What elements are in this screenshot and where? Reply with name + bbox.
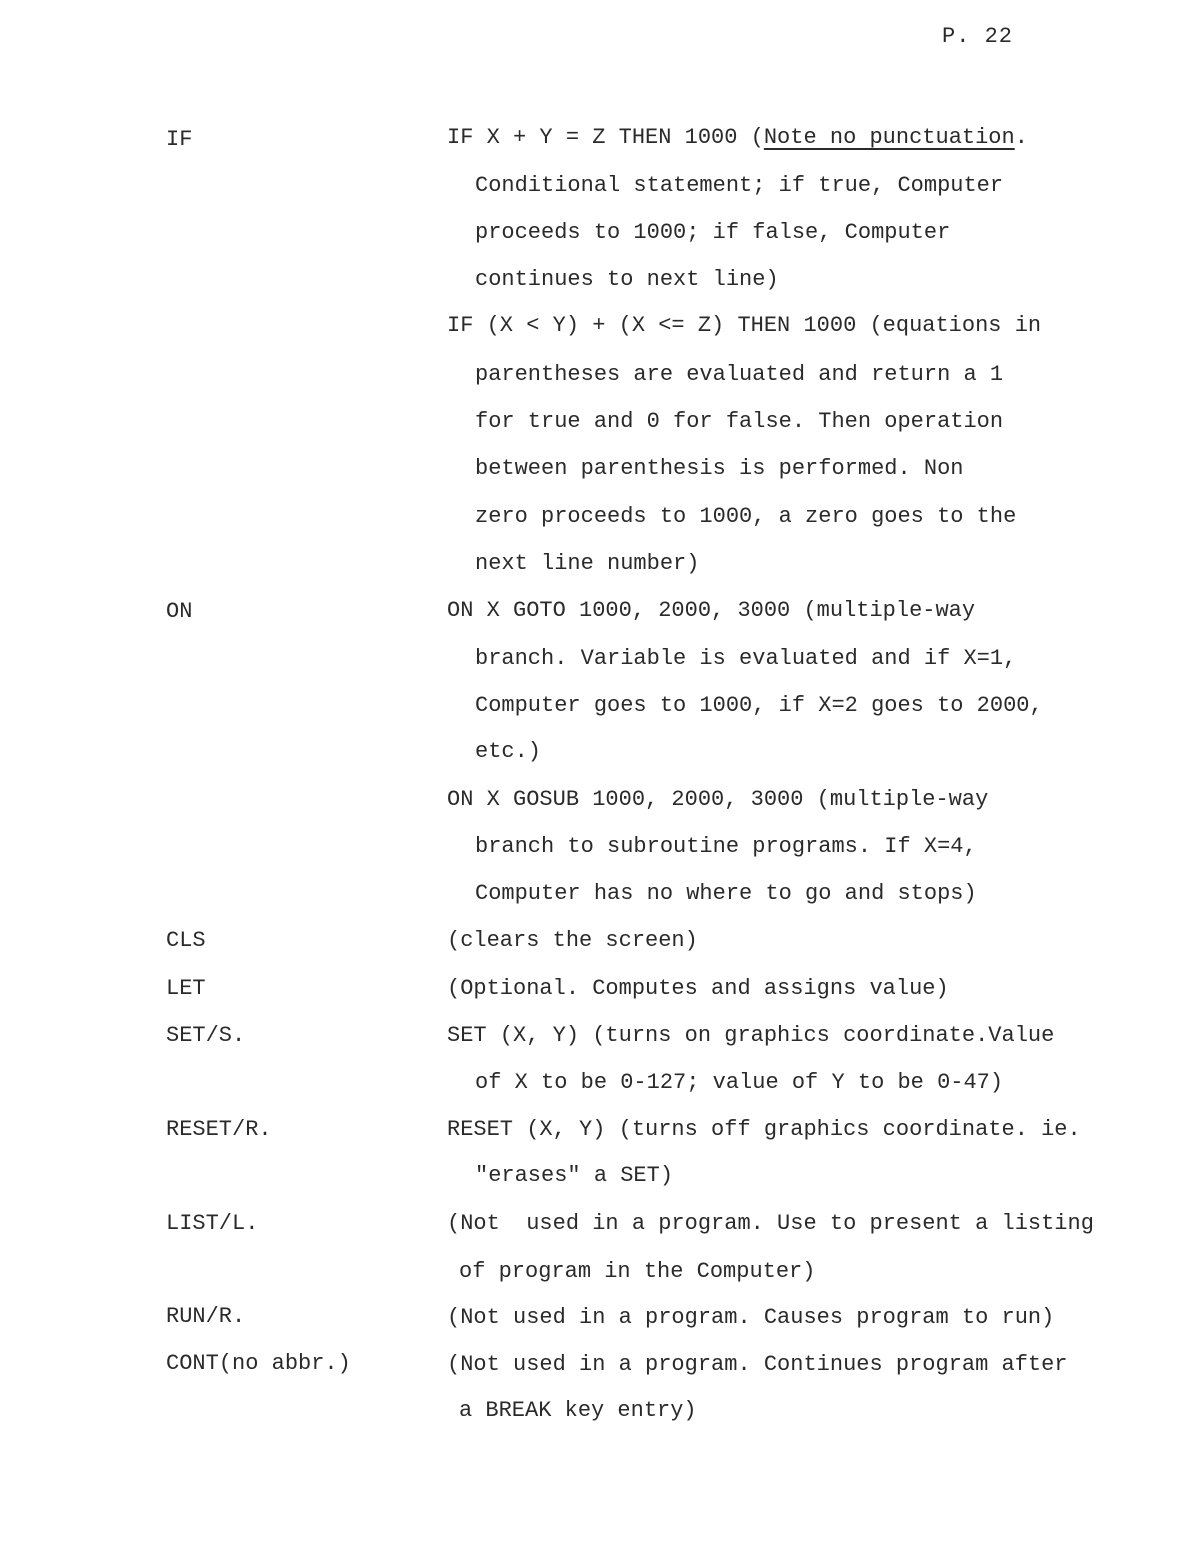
description-line: (Not used in a program. Use to present a listing [447, 1211, 1094, 1236]
description-line: (clears the screen) [447, 928, 698, 953]
description-line: etc.) [475, 739, 542, 764]
description-line: a BREAK key entry) [459, 1398, 697, 1423]
description-line: branch to subroutine programs. If X=4, [475, 834, 977, 859]
description-line: RESET (X, Y) (turns off graphics coordinate. ie. [447, 1117, 1081, 1142]
description-line: Computer has no where to go and stops) [475, 881, 977, 906]
description-line: continues to next line) [475, 267, 779, 292]
description-line: SET (X, Y) (turns on graphics coordinate.Value [447, 1023, 1055, 1048]
description-line: ON X GOTO 1000, 2000, 3000 (multiple-way [447, 598, 976, 623]
description-line: proceeds to 1000; if false, Computer [475, 220, 951, 245]
description-line: next line number) [475, 551, 700, 576]
keyword-if: IF [166, 127, 193, 152]
description-line: Conditional statement; if true, Computer [475, 173, 1004, 198]
keyword-list: LIST/L. [166, 1211, 259, 1236]
description-line: parentheses are evaluated and return a 1 [475, 362, 1004, 387]
description-line: branch. Variable is evaluated and if X=1, [475, 646, 1017, 671]
description-line: zero proceeds to 1000, a zero goes to the [475, 504, 1017, 529]
description-line: "erases" a SET) [475, 1163, 674, 1188]
description-line: Computer goes to 1000, if X=2 goes to 2000, [475, 693, 1043, 718]
description-line: (Not used in a program. Causes program to run) [447, 1305, 1055, 1330]
description-line: ON X GOSUB 1000, 2000, 3000 (multiple-way [447, 787, 989, 812]
description-line: between parenthesis is performed. Non [475, 456, 964, 481]
keyword-let: LET [166, 976, 206, 1001]
keyword-run: RUN/R. [166, 1304, 246, 1329]
underlined-note: Note no punctuation [763, 125, 1015, 150]
description-line: (Not used in a program. Continues program after [447, 1352, 1068, 1377]
description-line: for true and 0 for false. Then operation [475, 409, 1004, 434]
description-line: of X to be 0-127; value of Y to be 0-47) [475, 1070, 1004, 1095]
keyword-cont: CONT(no abbr.) [166, 1351, 351, 1376]
keyword-set: SET/S. [166, 1023, 246, 1048]
description-line: of program in the Computer) [459, 1259, 816, 1284]
page-number: P. 22 [942, 24, 1014, 49]
keyword-cls: CLS [166, 928, 206, 953]
keyword-on: ON [166, 599, 193, 624]
description-line: IF (X < Y) + (X <= Z) THEN 1000 (equations in [447, 313, 1042, 338]
description-line: IF X + Y = Z THEN 1000 (Note no punctuation. [447, 125, 1028, 150]
keyword-reset: RESET/R. [166, 1117, 272, 1142]
description-line: (Optional. Computes and assigns value) [447, 976, 949, 1001]
